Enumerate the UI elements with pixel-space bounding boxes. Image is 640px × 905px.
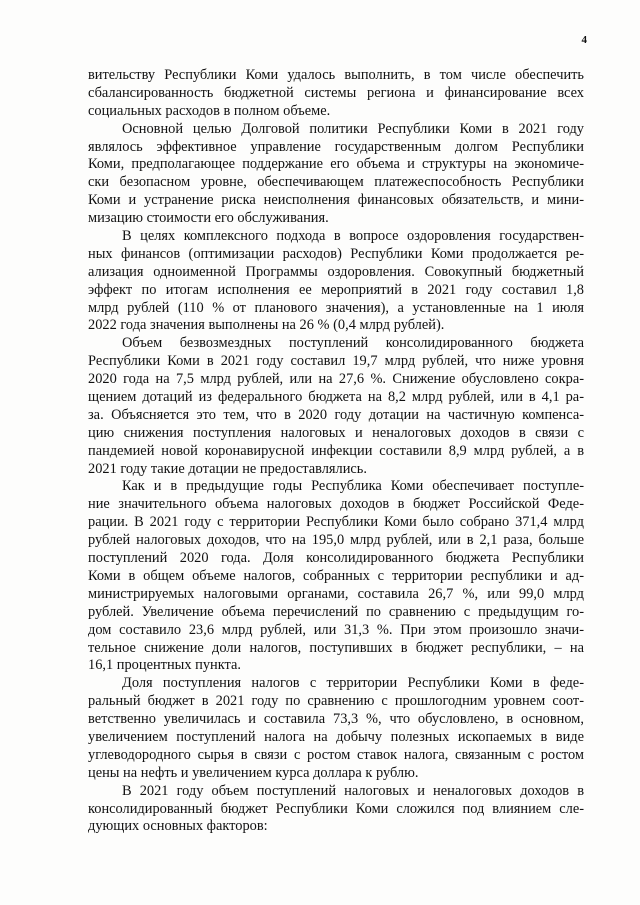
text-line: ных финансов (оптимизации расходов) Республики Коми продолжается ре- — [88, 245, 584, 262]
text-line: эффект по итогам исполнения ее мероприятий в 2021 году составил 1,8 — [88, 281, 584, 298]
text-line: Основной целью Долговой политики Республики Коми в 2021 году — [122, 120, 584, 137]
paragraph — [88, 335, 584, 478]
text-line: цию снижения поступления налоговых и неналоговых доходов в связи с — [88, 424, 584, 441]
text-line: рублей налоговых доходов, что на 195,0 млрд рублей, или в 2,1 раза, больше — [88, 532, 584, 549]
text-line: консолидированный бюджет Республики Коми сложился под влиянием сле- — [88, 800, 584, 817]
text-line: ральный бюджет в 2021 году по сравнению с прошлогодним уровнем соот- — [88, 693, 584, 710]
text-line: 2022 года значения выполнены на 26 % (0,4 млрд рублей). — [88, 317, 445, 334]
text-line: дующих основных факторов: — [88, 818, 268, 835]
text-line: мизацию стоимости его обслуживания. — [88, 210, 329, 227]
page-number: 4 — [581, 34, 587, 46]
text-line: Доля поступления налогов с территории Республики Коми в феде- — [122, 675, 584, 692]
text-line: 2020 года на 7,5 млрд рублей, или на 27,6 %. Снижение обусловлено сокра- — [88, 371, 584, 388]
text-line: сбалансированность бюджетной системы региона и финансирование всех — [88, 84, 584, 101]
text-line: Коми в общем объеме налогов, собранных с территории республики и ад- — [88, 567, 584, 584]
text-line: ски безопасном уровне, обеспечивающем платежеспособность Республики — [88, 174, 584, 191]
text-line: В целях комплексного подхода в вопросе оздоровления государствен- — [122, 228, 584, 245]
text-line: пандемией новой коронавирусной инфекции составили 8,9 млрд рублей, а в — [88, 442, 584, 459]
text-line: поступлений 2020 года. Доля консолидированного бюджета Республики — [88, 550, 584, 567]
document-body — [88, 67, 584, 836]
text-line: рации. В 2021 году с территории Республики Коми было собрано 371,4 млрд — [88, 514, 584, 531]
paragraph — [88, 478, 584, 675]
text-line: ветственно увеличилась и составила 73,3 %, что обусловлено, в основном, — [88, 711, 584, 728]
text-line: рублей. Увеличение объема перечислений по сравнению с предыдущим го- — [88, 603, 584, 620]
text-line: дом составило 23,6 млрд рублей, или 31,3 %. При этом произошло значи- — [88, 621, 584, 638]
paragraph — [88, 675, 584, 782]
text-line: 16,1 процентных пункта. — [88, 657, 241, 674]
text-line: Коми и устранение риска неисполнения финансовых обязательств, и мини- — [88, 192, 584, 209]
text-line: В 2021 году объем поступлений налоговых и неналоговых доходов в — [122, 782, 584, 799]
paragraph — [88, 783, 584, 837]
text-line: ние значительного объема налоговых доходов в бюджет Российской Феде- — [88, 496, 584, 513]
text-line: щением дотаций из федерального бюджета на 8,2 млрд рублей, или в 4,1 ра- — [88, 389, 584, 406]
text-line: социальных расходов в полном объеме. — [88, 102, 331, 119]
text-line: углеводородного сырья в связи с ростом ставок налога, связанным с ростом — [88, 746, 584, 763]
text-line: Республики Коми в 2021 году составил 19,7 млрд рублей, что ниже уровня — [88, 353, 584, 370]
text-line: министрируемых налоговыми органами, составила 26,7 %, или 99,0 млрд — [88, 585, 584, 602]
text-line: являлось эффективное управление государственным долгом Республики — [88, 138, 584, 155]
text-line: млрд рублей (110 % от планового значения), а установленные на 1 июля — [88, 299, 584, 316]
text-line: 2021 году такие дотации не предоставлялись. — [88, 460, 367, 477]
text-line: за. Объясняется это тем, что в 2020 году дотации на частичную компенса- — [88, 406, 584, 423]
text-line: Коми, предполагающее поддержание его объема и структуры на экономиче- — [88, 156, 584, 173]
text-line: Объем безвозмездных поступлений консолидированного бюджета — [122, 335, 584, 352]
text-line: ализация одноименной Программы оздоровления. Совокупный бюджетный — [88, 263, 584, 280]
text-line: Как и в предыдущие годы Республика Коми обеспечивает поступле- — [122, 478, 584, 495]
text-line: цены на нефть и увеличением курса доллара к рублю. — [88, 764, 419, 781]
text-line: вительству Республики Коми удалось выполнить, в том числе обеспечить — [88, 67, 584, 83]
text-line: увеличением поступлений налога на добычу полезных ископаемых в виде — [88, 728, 584, 745]
paragraph — [88, 228, 584, 335]
paragraph — [88, 67, 584, 121]
text-line: тельное снижение доли налогов, поступивших в бюджет республики, – на — [88, 639, 584, 656]
paragraph — [88, 121, 584, 228]
